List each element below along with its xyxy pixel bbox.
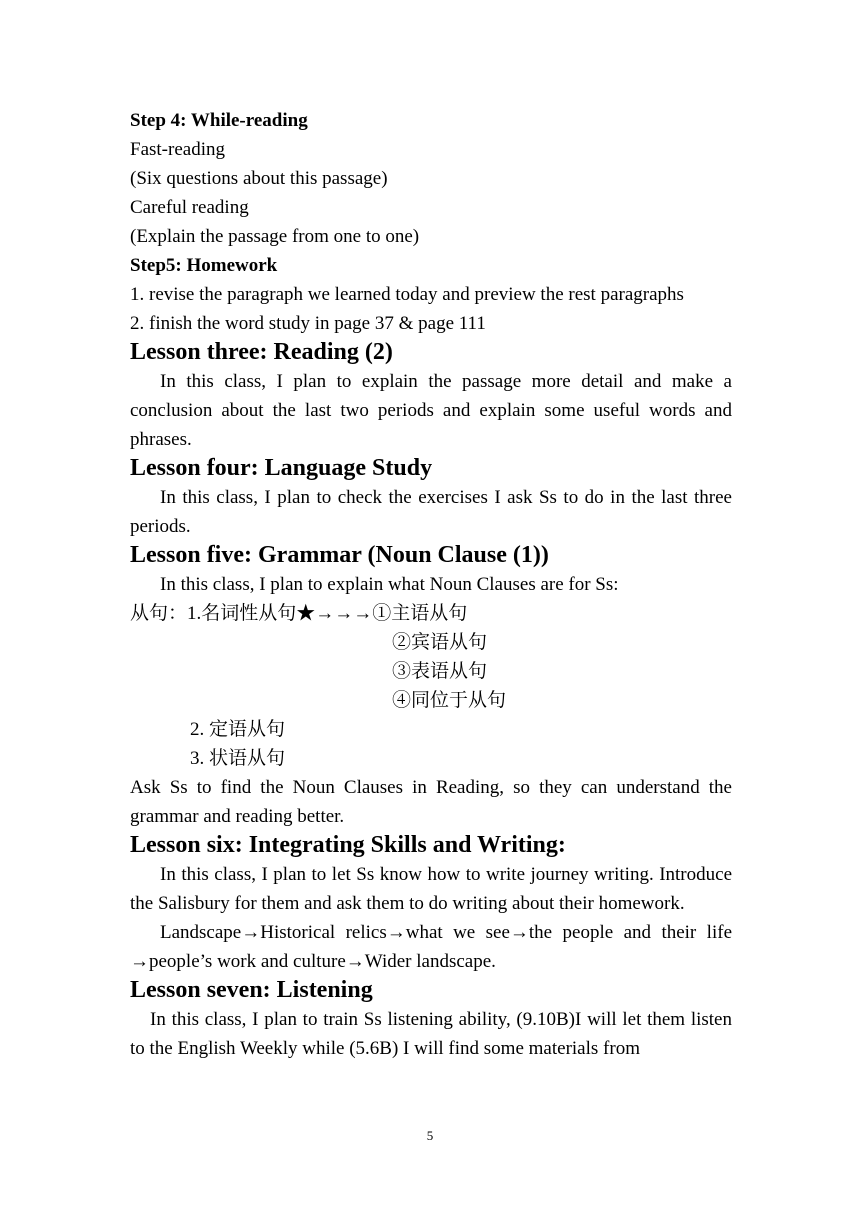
lesson4-body: In this class, I plan to check the exercises I ask Ss to do in the last three periods.: [130, 487, 732, 537]
clause-tree-line-1: 从句：1.名词性从句★→→→①主语从句: [130, 603, 468, 624]
lesson6-body-1: In this class, I plan to let Ss know how to write journey writing. Introduce the Salisbury for them and ask them to do writing about their homework.: [130, 864, 732, 914]
step5-item-2: 2. finish the word study in page 37 & page 111: [130, 313, 486, 334]
lesson5-intro: In this class, I plan to explain what Noun Clauses are for Ss:: [160, 574, 619, 595]
clause-tree-sub-3: ③表语从句: [392, 661, 488, 682]
lesson4-title: Lesson four: Language Study: [130, 455, 433, 481]
lesson5-body: Ask Ss to find the Noun Clauses in Reading, so they can understand the grammar and reading better.: [130, 777, 732, 827]
step5-heading: Step5: Homework: [130, 255, 278, 276]
clause-tree-item-2: 2. 定语从句: [190, 719, 286, 740]
document-page: [130, 106, 732, 1063]
page-number: 5: [426, 1128, 434, 1143]
lesson5-title: Lesson five: Grammar (Noun Clause (1)): [130, 542, 549, 568]
lesson3-title: Lesson three: Reading (2): [130, 339, 393, 365]
clause-tree-item-3: 3. 状语从句: [190, 748, 286, 769]
step4-line-1: Fast-reading: [130, 139, 225, 160]
clause-tree-sub-2: ②宾语从句: [392, 632, 488, 653]
step4-line-2: (Six questions about this passage): [130, 168, 388, 189]
lesson7-body: In this class, I plan to train Ss listening ability, (9.10B)I will let them listen to the English Weekly while (5.6B) I will find some materials from: [130, 1009, 732, 1059]
step4-heading: Step 4: While-reading: [130, 110, 308, 131]
step4-line-4: (Explain the passage from one to one): [130, 226, 420, 247]
clause-tree-sub-4: ④同位于从句: [392, 690, 507, 711]
lesson6-title: Lesson six: Integrating Skills and Writing:: [130, 832, 566, 858]
lesson3-body: In this class, I plan to explain the passage more detail and make a conclusion about the last two periods and explain some useful words and phrases.: [130, 371, 732, 450]
step4-line-3: Careful reading: [130, 197, 249, 218]
step5-item-1: 1. revise the paragraph we learned today and preview the rest paragraphs: [130, 284, 684, 305]
lesson7-title: Lesson seven: Listening: [130, 977, 373, 1003]
lesson6-body-2: Landscape→Historical relics→what we see→the people and their life →people’s work and culture→Wider landscape.: [130, 922, 732, 972]
